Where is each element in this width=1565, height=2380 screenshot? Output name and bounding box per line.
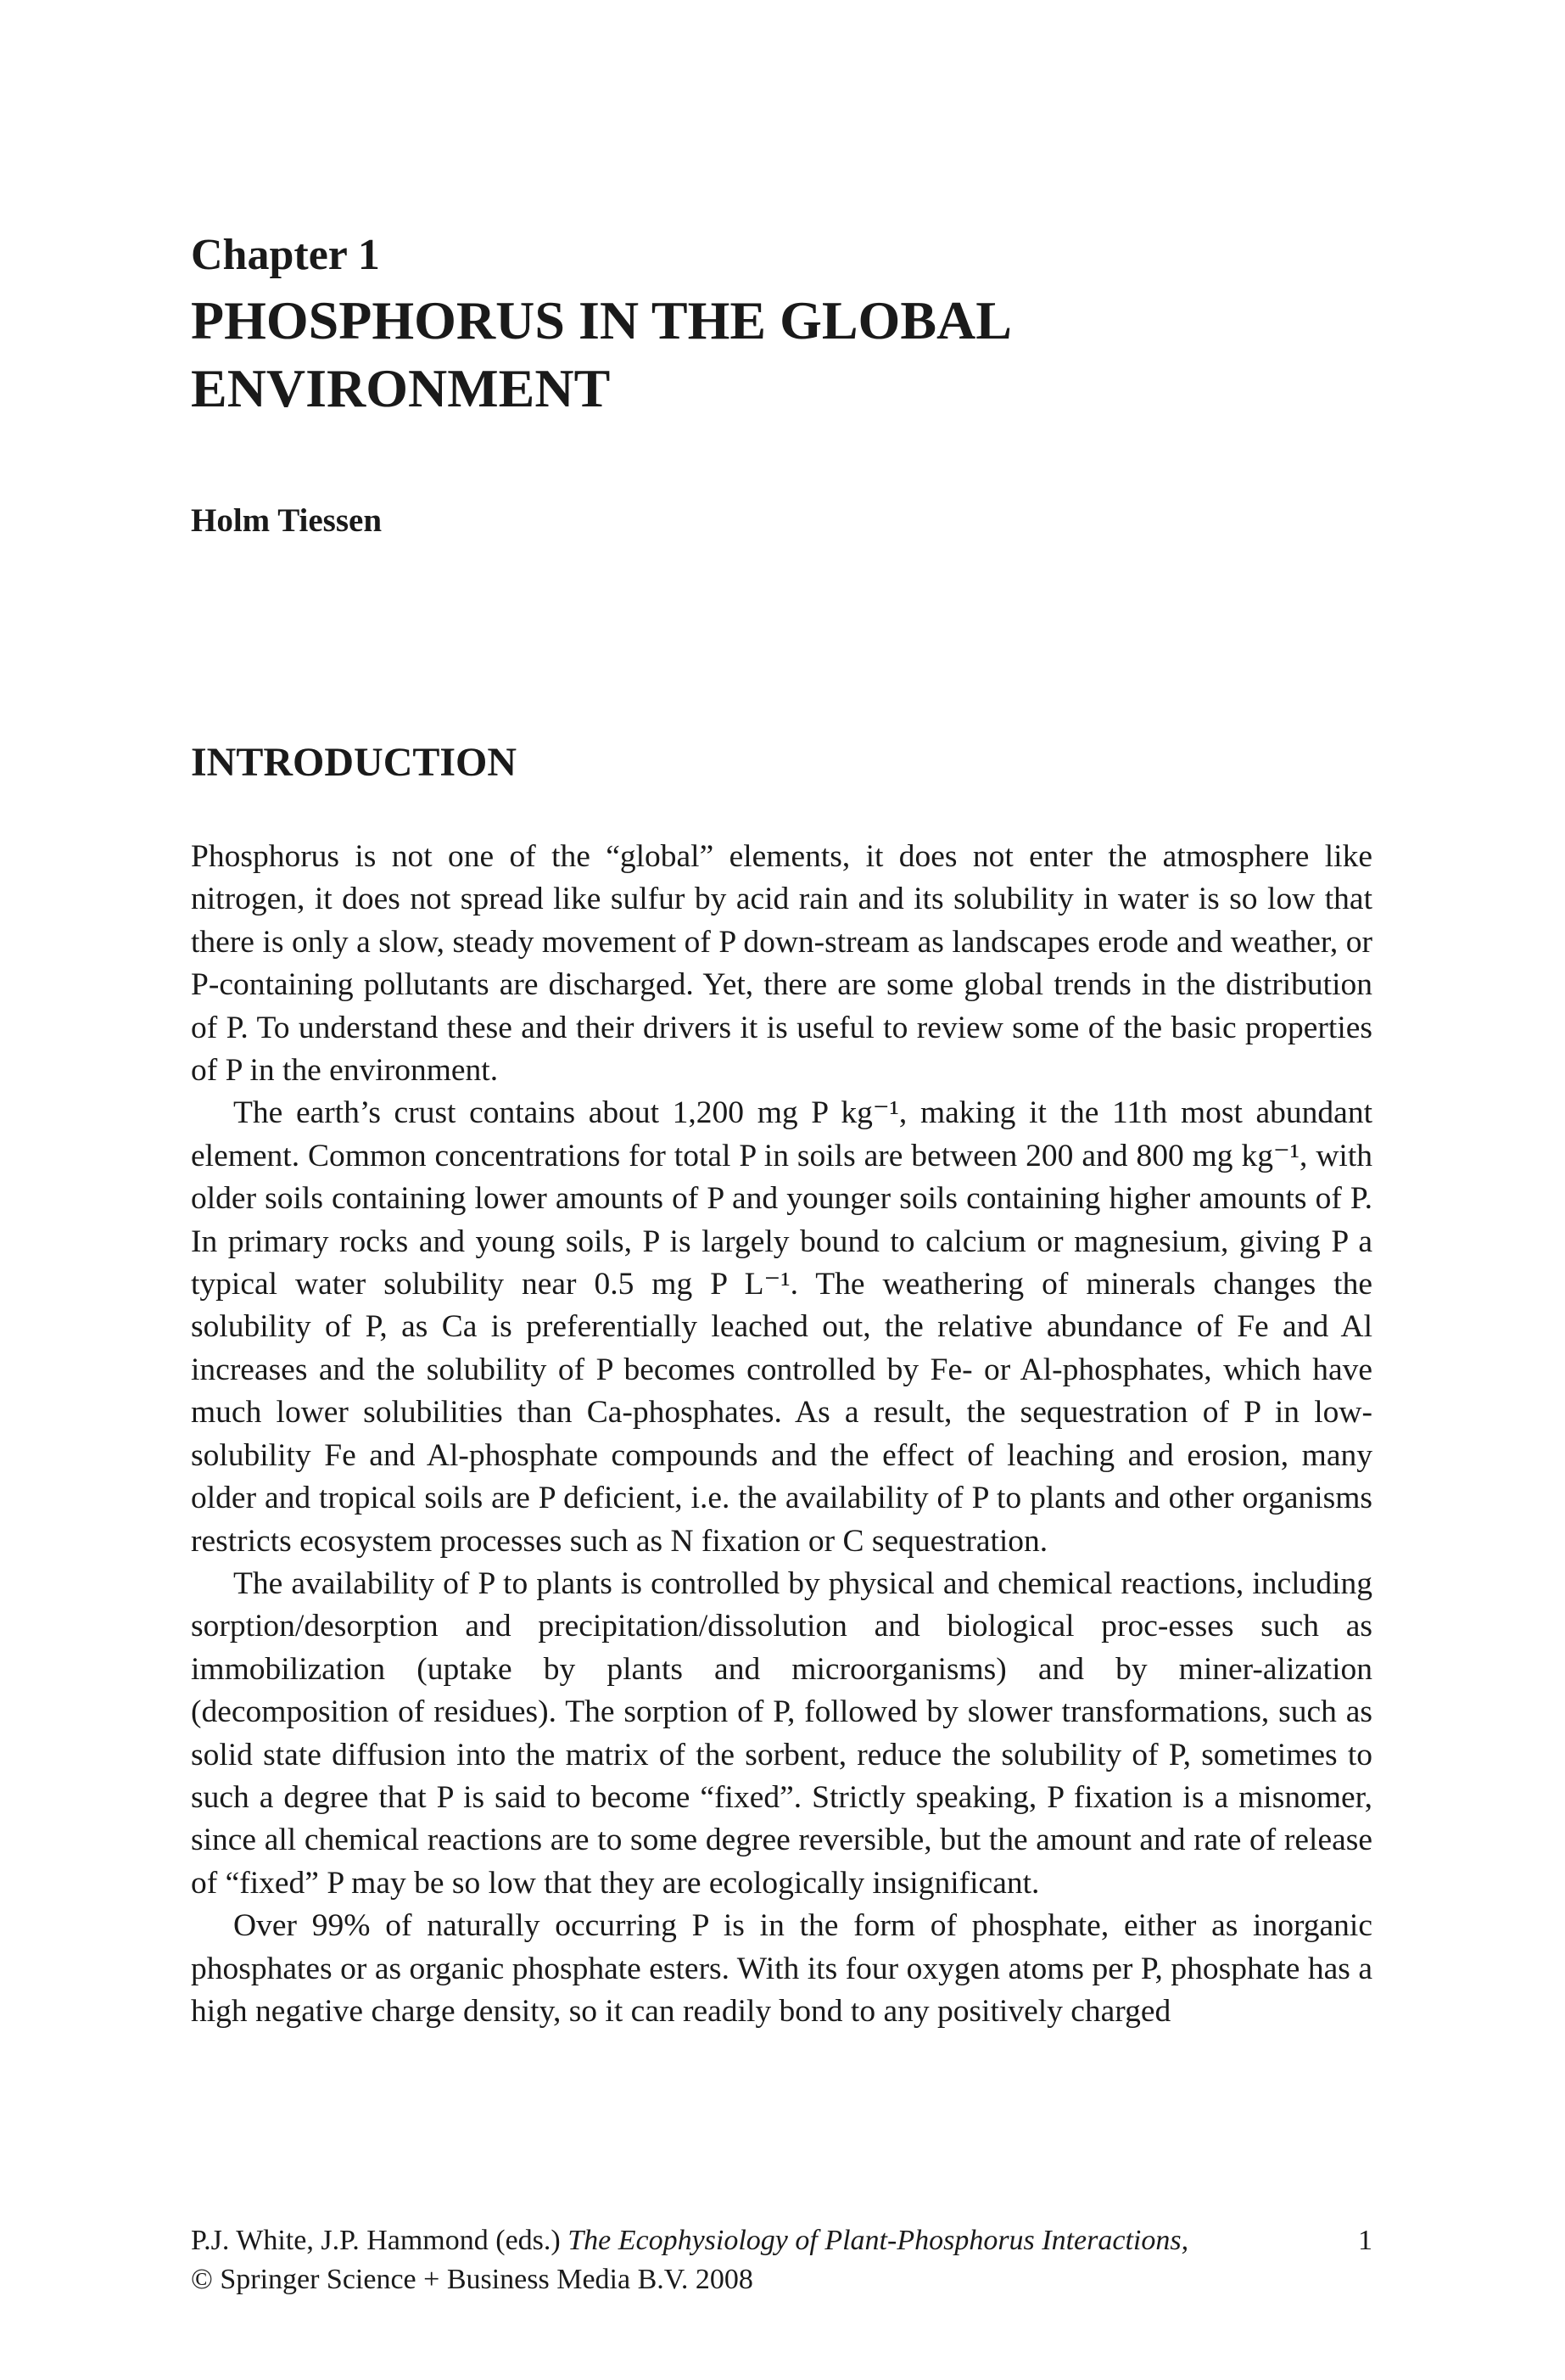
body-text — [191, 836, 1372, 2033]
page-number: 1 — [1358, 2225, 1372, 2256]
chapter-label: Chapter 1 — [191, 231, 380, 279]
paragraph-3: The availability of P to plants is controlled by physical and chemical reactions, including sorption/desorption and precipitation/dissolution and biological proc-esses such as immobilization (uptake by plants and microorganisms) and by miner-alization (decomposition of residues). The sorption of P, followed by slower transformations, such as solid state diffusion into the matrix of the sorbent, reduce the solubility of P, sometimes to such a degree that P is said to become “fixed”. Strictly speaking, P fixation is a misnomer, since all chemical reactions are to some degree reversible, but the amount and rate of release of “fixed” P may be so low that they are ecologically insignificant. — [191, 1565, 1372, 1901]
document-page — [191, 0, 1372, 2380]
chapter-title-line-1: PHOSPHORUS IN THE GLOBAL — [191, 290, 1012, 350]
author-name: Holm Tiessen — [191, 502, 383, 539]
section-heading: INTRODUCTION — [191, 740, 517, 785]
chapter-title — [191, 287, 1372, 423]
paragraph-1: Phosphorus is not one of the “global” elements, it does not enter the atmosphere like nitrogen, it does not spread like sulfur by acid rain and its solubility in water is so low that there is only a slow, steady movement of P down-stream as landscapes erode and weather, or P-containing pollutants are discharged. Yet, there are some global trends in the distribution of P. To understand these and their drivers it is useful to review some of the basic properties of P in the environment. — [191, 839, 1372, 1089]
paragraph-2: The earth’s crust contains about 1,200 mg P kg⁻¹, making it the 11th most abundant element. Common concentrations for total P in soils are between 200 and 800 mg kg⁻¹, with older soils containing lower amounts of P and younger soils containing higher amounts of P. In primary rocks and young soils, P is largely bound to calcium or magnesium, giving P a typical water solubility near 0.5 mg P L⁻¹. The weathering of minerals changes the solubility of P, as Ca is preferentially leached out, the relative abundance of Fe and Al increases and the solubility of P becomes controlled by Fe- or Al-phosphates, which have much lower solubilities than Ca-phosphates. As a result, the sequestration of P in low-solubility Fe and Al-phosphate compounds and the effect of leaching and erosion, many older and tropical soils are P deficient, i.e. the availability of P to plants and other organisms restricts ecosystem processes such as N fixation or C sequestration. — [191, 1095, 1372, 1559]
chapter-title-line-2: ENVIRONMENT — [191, 358, 611, 418]
footer-book-title: The Ecophysiology of Plant-Phosphorus Interactions, — [567, 2225, 1189, 2256]
footer-citation — [191, 2221, 1188, 2260]
paragraph-4: Over 99% of naturally occurring P is in the form of phosphate, either as inorganic phosphates or as organic phosphate esters. With its four oxygen atoms per P, phosphate has a high negative charge density, so it can readily bond to any positively charged — [191, 1908, 1372, 2029]
footer-editors: P.J. White, J.P. Hammond (eds.) — [191, 2225, 568, 2256]
footer-copyright: © Springer Science + Business Media B.V. 2008 — [191, 2264, 753, 2295]
page-footer — [191, 2221, 1372, 2299]
footer-citation-line — [191, 2221, 1372, 2260]
